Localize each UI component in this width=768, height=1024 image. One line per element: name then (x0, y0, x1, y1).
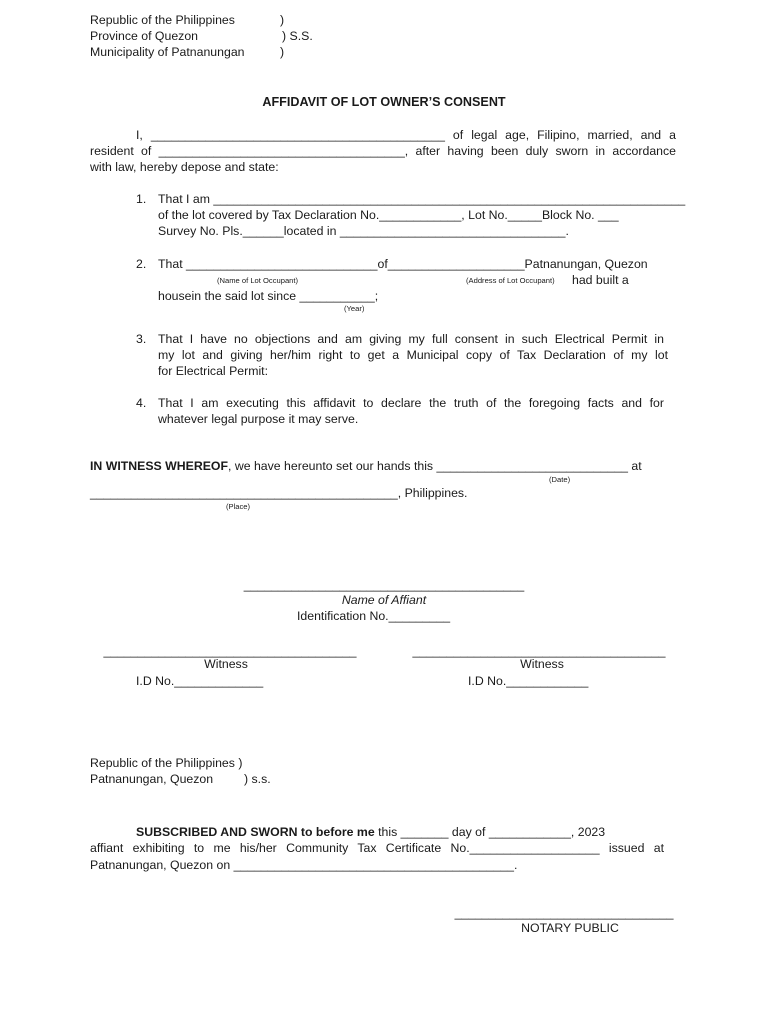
caption-date: (Date) (549, 475, 571, 484)
witness-clause-line-1 (90, 458, 642, 474)
jurat-line-3: Patnanungan, Quezon on _________________________________________. (90, 858, 518, 872)
item-number: 2. (136, 257, 147, 271)
witness-1-id: I.D No._____________ (136, 674, 264, 688)
affiant-signature-line: _________________________________________ (243, 578, 525, 592)
witness-2-signature-line: _____________________________________ (412, 644, 666, 658)
item-1-line-2: of the lot covered by Tax Declaration No.____________, Lot No._____Block No. ___ (158, 208, 619, 222)
witness-1-signature-line: _____________________________________ (103, 644, 357, 658)
item-3-line-3: for Electrical Permit: (158, 364, 269, 378)
document-title: AFFIDAVIT OF LOT OWNER’S CONSENT (262, 95, 506, 109)
intro-line-1: I, ___________________________________________ of legal age, Filipino, married, and a (136, 128, 676, 142)
item-3-line-1: That I have no objections and am giving my full consent in such Electrical Permit in (158, 332, 664, 346)
notary-signature-line: ________________________________ (454, 906, 674, 920)
venue-paren-ss: ) S.S. (282, 29, 313, 43)
intro-line-3: with law, hereby depose and state: (90, 160, 279, 174)
witness-2-label: Witness (520, 657, 564, 671)
witness-2-id: I.D No.____________ (468, 674, 589, 688)
venue-line-municipality: Municipality of Patnanungan (90, 45, 245, 59)
item-1-line-1: That I am _____________________________________________________________________ (158, 192, 686, 206)
item-number: 3. (136, 332, 147, 346)
item-number: 1. (136, 192, 147, 206)
item-2-line-1: That ____________________________of____________________Patnanungan, Quezon (158, 257, 648, 271)
venue-line-province: Province of Quezon (90, 29, 199, 43)
affiant-identification: Identification No._________ (297, 609, 451, 623)
venue-paren-1: ) (280, 13, 285, 27)
jurat-line-1 (136, 824, 605, 840)
notary-label: NOTARY PUBLIC (521, 921, 619, 935)
item-number: 4. (136, 396, 147, 410)
caption-year: (Year) (344, 304, 365, 313)
witness-clause-line-2: _____________________________________________, Philippines. (90, 486, 468, 500)
item-2-line-1-tail: had built a (572, 273, 629, 287)
intro-line-2: resident of ____________________________________, after having been duly sworn in accordance (90, 144, 676, 158)
item-1-line-3: Survey No. Pls.______located in _________________________________. (158, 224, 569, 238)
witness-clause-rest: , we have hereunto set our hands this ____________________________ at (228, 459, 642, 473)
witness-clause-bold: IN WITNESS WHEREOF (90, 459, 228, 473)
item-4-line-1: That I am executing this affidavit to declare the truth of the foregoing facts and for (158, 396, 664, 410)
item-4-line-2: whatever legal purpose it may serve. (158, 412, 359, 426)
caption-lot-occupant-name: (Name of Lot Occupant) (217, 276, 299, 285)
item-3-line-2: my lot and giving her/him right to get a Municipal copy of Tax Declaration of my lot (158, 348, 668, 362)
jurat-line-2: affiant exhibiting to me his/her Community Tax Certificate No.___________________ issued at (90, 841, 664, 855)
jurat-bold: SUBSCRIBED AND SWORN to before me (136, 825, 375, 839)
jurat-rest: this _______ day of ____________, 2023 (374, 825, 606, 839)
venue2-line-republic: Republic of the Philippines ) (90, 756, 243, 770)
caption-place: (Place) (226, 502, 251, 511)
caption-lot-occupant-address: (Address of Lot Occupant) (466, 276, 555, 285)
venue-paren-3: ) (280, 45, 285, 59)
venue2-paren-ss: ) s.s. (244, 772, 271, 786)
affiant-name-label: Name of Affiant (341, 593, 427, 607)
item-2-line-2: housein the said lot since ___________; (158, 289, 379, 303)
venue-line-republic: Republic of the Philippines (90, 13, 235, 27)
venue2-line-municipality: Patnanungan, Quezon (90, 772, 214, 786)
witness-1-label: Witness (204, 657, 248, 671)
